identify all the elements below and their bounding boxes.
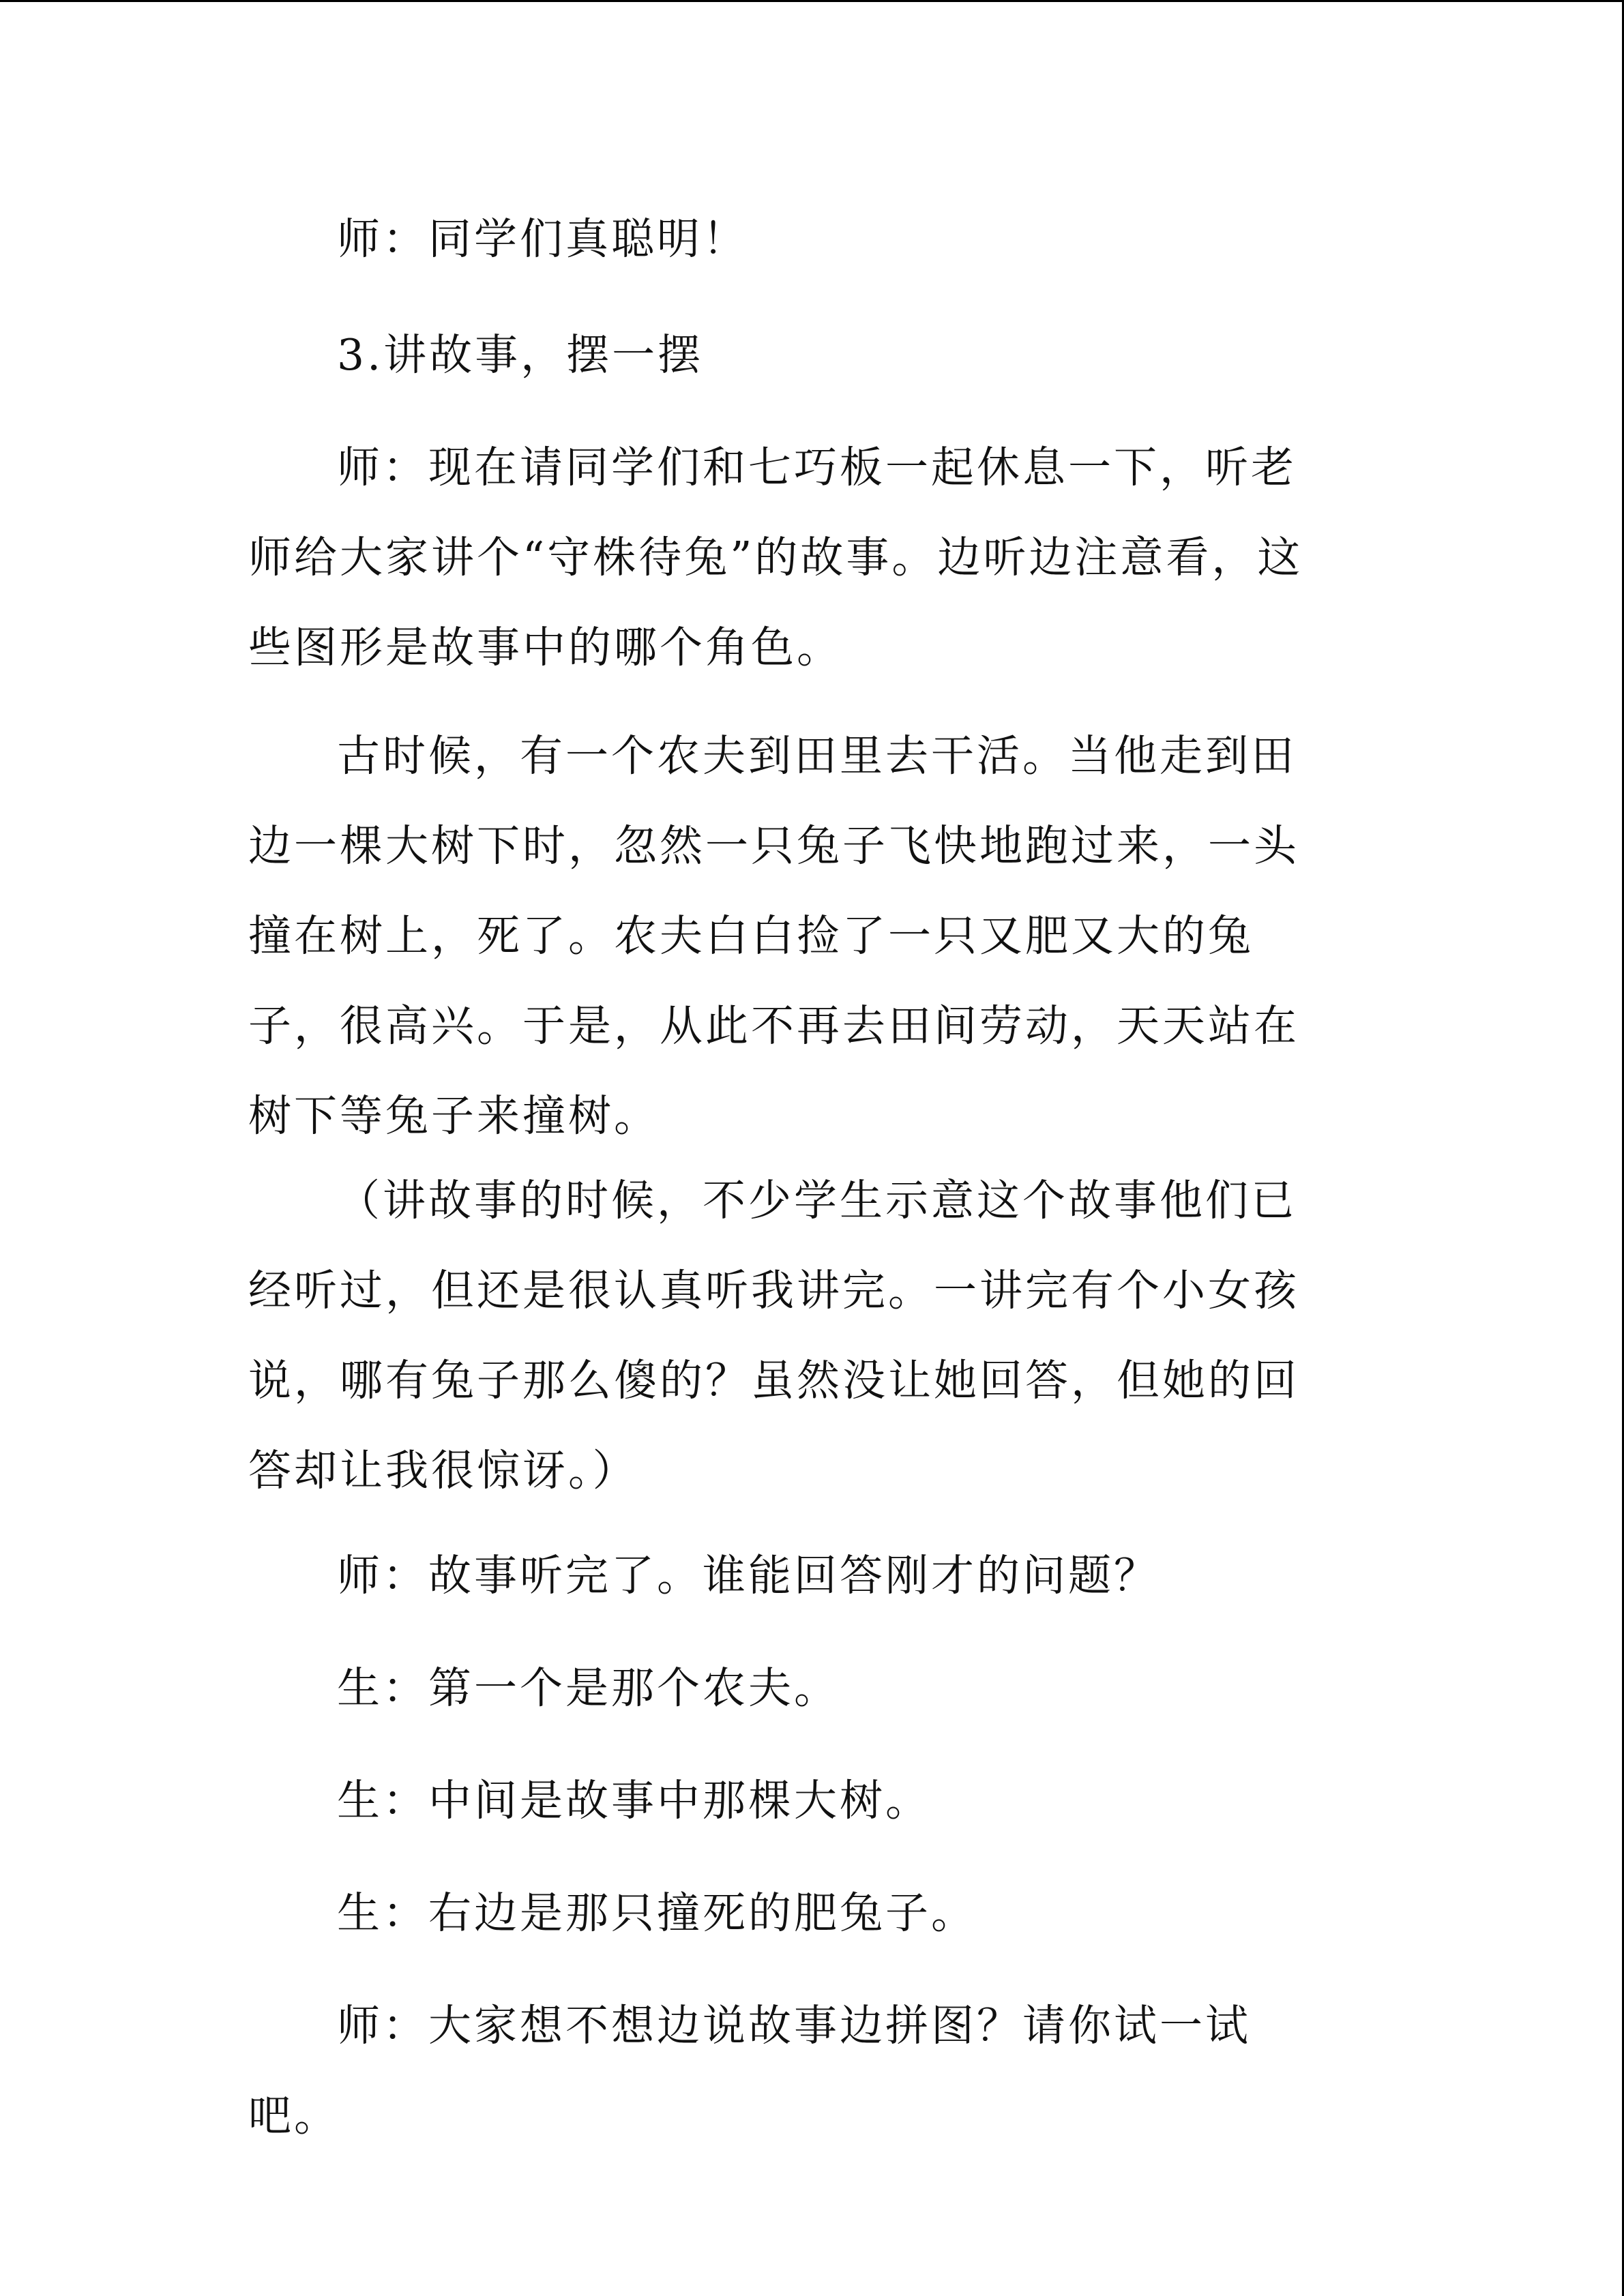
section-heading-storytelling: 3.讲故事，摆一摆 xyxy=(337,330,704,380)
paragraph-teaching-note: （讲故事的时候，不少学生示意这个故事他们已经听过，但还是很认真听我讲完。一讲完有个小女孩说，哪有兔子那么傻的？虽然没让她回答，但她的回答却让我很惊讶。） xyxy=(248,1176,1299,1495)
paragraph-student-answer-2: 生：中间是故事中那棵大树。 xyxy=(337,1776,931,1825)
paragraph-teacher-prompt: 师：大家想不想边说故事边拼图？请你试一试吧。 xyxy=(248,2001,1251,2141)
paragraph-teacher-intro-story: 师：现在请同学们和七巧板一起休息一下，听老师给大家讲个“守株待兔”的故事。边听边注意看，这些图形是故事中的哪个角色。 xyxy=(248,443,1303,672)
paragraph-story-text: 古时候，有一个农夫到田里去干活。当他走到田边一棵大树下时，忽然一只兔子飞快地跑过来，一头撞在树上，死了。农夫白白捡了一只又肥又大的兔子，很高兴。于是，从此不再去田间劳动，天天站在树下等兔子来撞树。 xyxy=(248,731,1299,1141)
paragraph-student-answer-1: 生：第一个是那个农夫。 xyxy=(337,1663,840,1713)
paragraph-student-answer-3: 生：右边是那只撞死的肥兔子。 xyxy=(337,1888,977,1938)
paragraph-teacher-question: 师：故事听完了。谁能回答刚才的问题？ xyxy=(337,1551,1160,1600)
page-top-border xyxy=(0,0,1624,2)
paragraph-teacher-praise: 师：同学们真聪明！ xyxy=(337,214,748,264)
